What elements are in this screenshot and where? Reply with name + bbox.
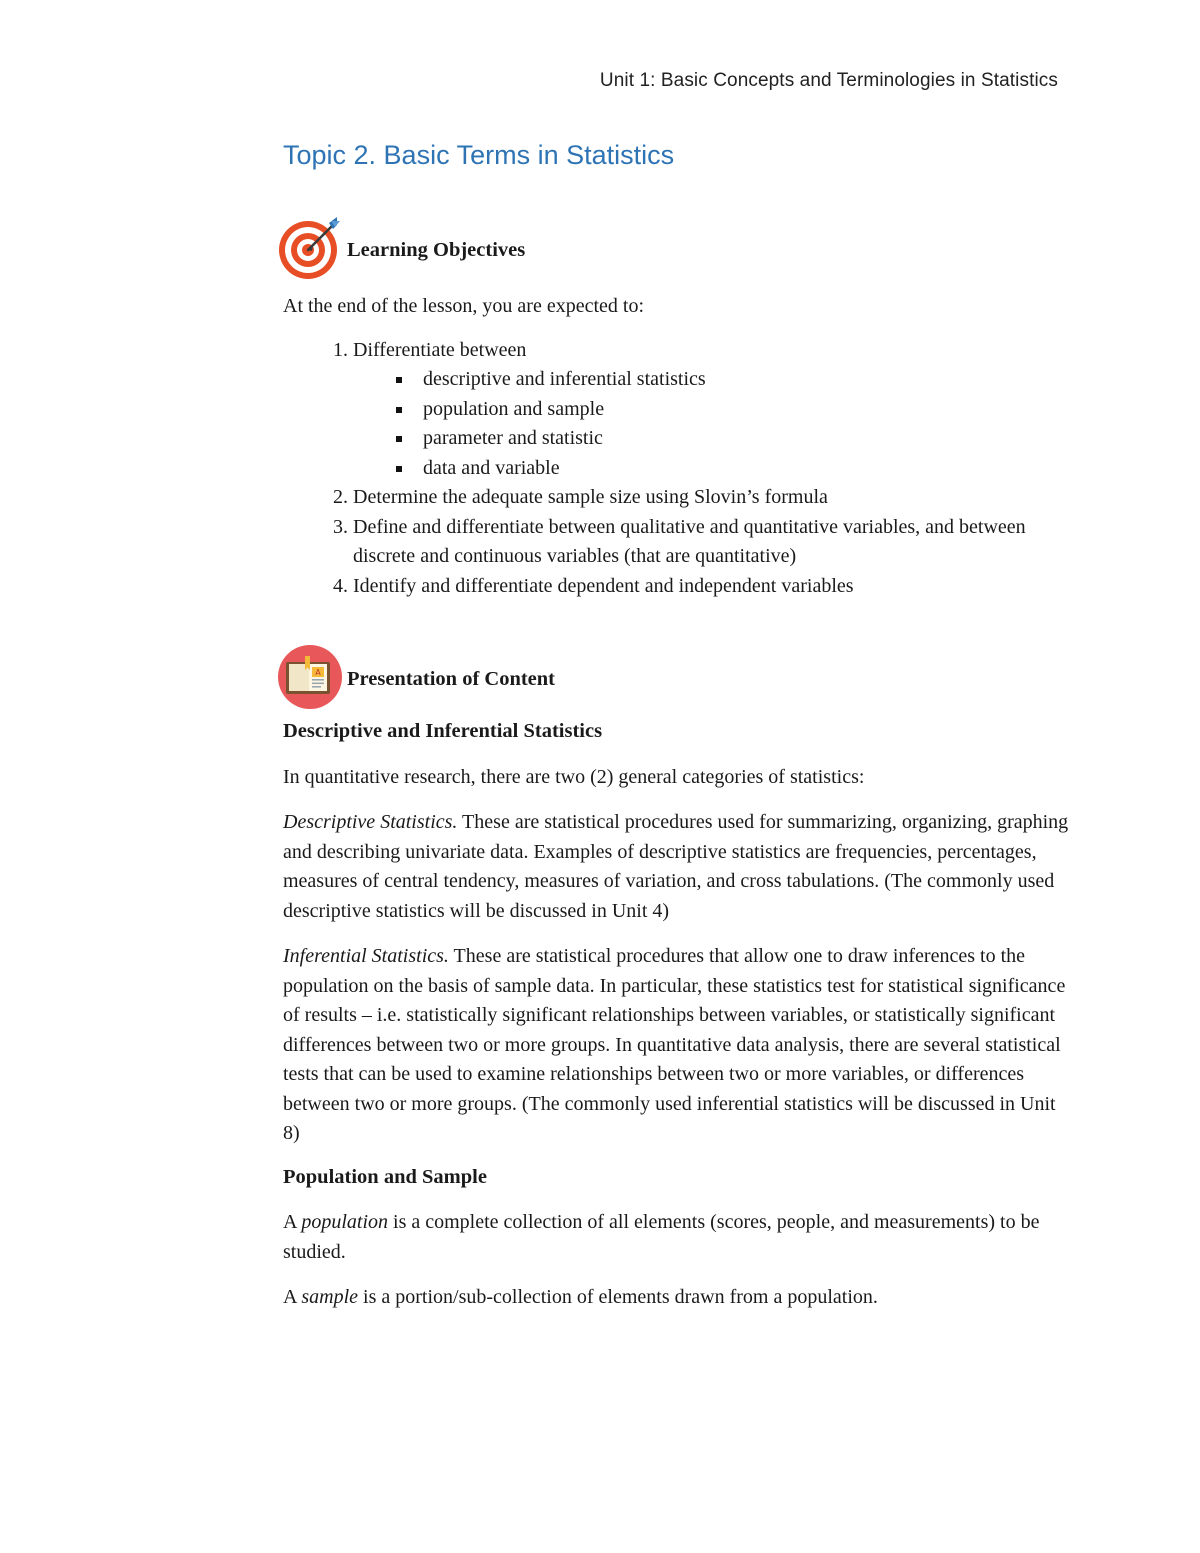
inferential-statistics-paragraph [283, 942, 1073, 1149]
descriptive-inferential-heading: Descriptive and Inferential Statistics [283, 720, 603, 742]
document-body [283, 212, 1073, 1313]
descriptive-statistics-paragraph [283, 808, 1073, 926]
population-text: is a complete collection of all elements (scores, people, and measurements) to be studied. [283, 1211, 1040, 1263]
objective-subitem: data and variable [423, 454, 1073, 484]
sample-text: is a portion/sub-collection of elements drawn from a population. [358, 1286, 878, 1308]
svg-text:A: A [315, 668, 321, 677]
objective-item: 3. Define and differentiate between qualitative and quantitative variables, and between discrete and continuous variables (that are quantitative) [353, 513, 1073, 572]
objective-subitem: descriptive and inferential statistics [423, 365, 1073, 395]
inferential-text: These are statistical procedures that allow one to draw inferences to the population on the basis of sample data. In particular, these statistics test for statistical significance of results – i.e. statistically significant relationships between variables, or statistically significant differences between two or more groups. In quantitative data analysis, there are several statistical tests that can be used to examine relationships between two or more variables, or differences between two or more groups. (The commonly used inferential statistics will be discussed in Unit 8) [283, 945, 1066, 1144]
objective-sublist [353, 365, 1073, 483]
objectives-list [283, 336, 1073, 602]
sample-definition [283, 1283, 1073, 1313]
running-header: Unit 1: Basic Concepts and Terminologies in Statistics [599, 70, 1058, 91]
learning-objectives-label: Learning Objectives [347, 239, 526, 262]
descriptive-term: Descriptive Statistics. [283, 811, 458, 833]
topic-title: Topic 2. Basic Terms in Statistics [283, 140, 675, 170]
objective-item [353, 336, 1073, 484]
population-prefix: A [283, 1211, 302, 1233]
population-sample-heading: Population and Sample [283, 1165, 487, 1188]
descriptive-text: These are statistical procedures used for summarizing, organizing, graphing and describing univariate data. Examples of descriptive statistics are frequencies, percentages, measures of central tendency, measures of variation, and cross tabulations. (The commonly used descriptive statistics will be discussed in Unit 4) [283, 811, 1069, 922]
objective-text: Differentiate between [353, 338, 527, 361]
learning-objectives-heading [277, 212, 1073, 284]
presentation-heading [277, 641, 1073, 713]
sample-prefix: A [283, 1286, 302, 1308]
objective-subitem: population and sample [423, 395, 1073, 425]
objective-item: 4. Identify and differentiate dependent and independent variables [353, 572, 1073, 602]
book-icon [277, 644, 343, 710]
objective-subitem: parameter and statistic [423, 424, 1073, 454]
objectives-intro: At the end of the lesson, you are expected to: [283, 295, 644, 317]
presentation-label: Presentation of Content [347, 668, 556, 691]
sample-term: sample [301, 1286, 359, 1308]
categories-intro: In quantitative research, there are two (2) general categories of statistics: [283, 765, 865, 788]
objective-item: 2. Determine the adequate sample size using Slovin’s formula [353, 483, 1073, 513]
inferential-term: Inferential Statistics. [283, 945, 449, 967]
population-definition [283, 1208, 1073, 1267]
target-icon [277, 215, 343, 281]
population-term: population [301, 1211, 389, 1233]
